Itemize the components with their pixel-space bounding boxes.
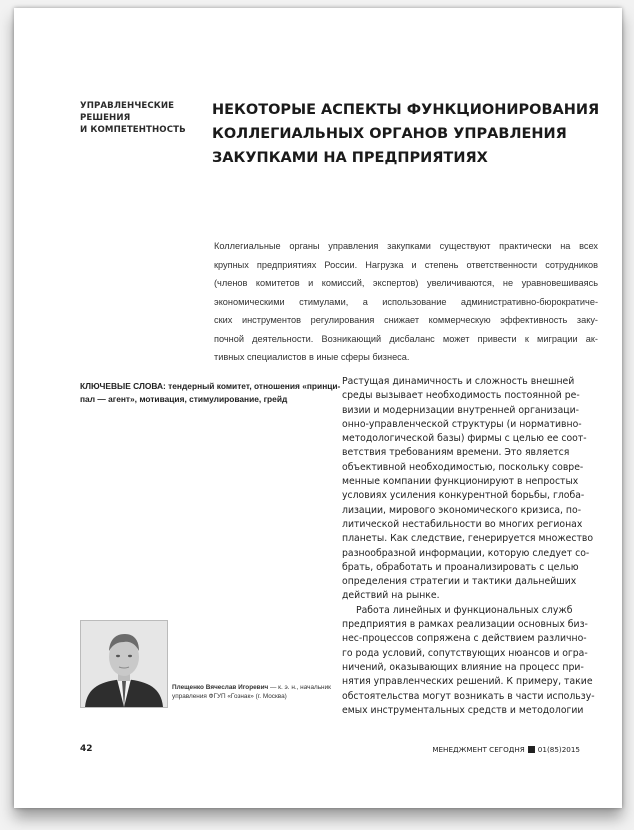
body-line: визии и модернизации внутренней организаци- bbox=[342, 404, 580, 416]
body-line: определения стратегии и тактики дальнейших bbox=[342, 576, 577, 588]
keywords bbox=[80, 380, 340, 406]
author-name: Плещенко Вячеслав Игоревич bbox=[172, 684, 269, 691]
journal-issue: 01(85)2015 bbox=[537, 745, 580, 754]
body-line: лизации, мирового экономического кризиса, по- bbox=[342, 504, 582, 516]
abstract-line: Коллегиальные органы управления закупками существуют практически на всех bbox=[214, 241, 598, 251]
author-degree: — к. э. н., начальник bbox=[268, 684, 331, 691]
body-line: планеты. Как следствие, генерируется множество bbox=[342, 533, 594, 545]
abstract bbox=[214, 237, 598, 367]
section-line: И КОМПЕТЕНТНОСТЬ bbox=[80, 125, 186, 135]
section-heading bbox=[80, 100, 200, 136]
body-line: действий на рынке. bbox=[342, 590, 440, 602]
keywords-text: тендерный комитет, отношения «принци- bbox=[168, 381, 341, 391]
body-line: онно-управленческой структуры (и нормативно- bbox=[342, 418, 582, 430]
abstract-line: (членов комитетов и комиссий, экспертов) увеличиваются, не уравновешиваясь bbox=[214, 278, 598, 288]
body-line: среды вызывает необходимость постоянной ре- bbox=[342, 390, 580, 402]
body-line: Работа линейных и функциональных служб bbox=[356, 604, 573, 616]
body-text bbox=[342, 375, 595, 718]
body-line: брать, обработать и проанализировать с целью bbox=[342, 561, 579, 573]
keywords-label: КЛЮЧЕВЫЕ СЛОВА: bbox=[80, 381, 166, 391]
page-number: 42 bbox=[80, 744, 93, 754]
journal-name: МЕНЕДЖМЕНТ СЕГОДНЯ bbox=[432, 745, 525, 754]
body-line: предприятия в рамках реализации основных биз- bbox=[342, 619, 588, 631]
body-line: емых инструментальных средств и методологии bbox=[342, 704, 584, 716]
body-line: литической нестабильности во многих регионах bbox=[342, 518, 583, 530]
body-line: методологической базы) фирмы с целью ее соот- bbox=[342, 433, 587, 445]
body-line: менные компании функционируют в непростых bbox=[342, 476, 579, 488]
title-line: НЕКОТОРЫЕ АСПЕКТЫ ФУНКЦИОНИРОВАНИЯ bbox=[212, 102, 600, 118]
abstract-line: крупных предприятиях России. Нагрузка и степень ответственности сотрудников bbox=[214, 259, 598, 270]
author-line: управления ФГУП «Гознак» (г. Москва) bbox=[172, 693, 287, 700]
author-photo bbox=[80, 620, 168, 708]
title-line: КОЛЛЕГИАЛЬНЫХ ОРГАНОВ УПРАВЛЕНИЯ bbox=[212, 126, 567, 142]
page bbox=[14, 8, 622, 808]
abstract-line: экономическими стимулами, а использование административно-бюрократиче- bbox=[214, 296, 598, 307]
body-line: разнообразной информации, которую следует со- bbox=[342, 547, 590, 559]
body-line: условиях усиления конкурентной борьбы, глоба- bbox=[342, 490, 585, 502]
abstract-line: тивных специалистов в иные сферы бизнеса. bbox=[214, 352, 410, 362]
body-line: объективной необходимостью, поскольку совре- bbox=[342, 461, 584, 473]
body-line: нес-процессов сопряжена с действием различно- bbox=[342, 633, 587, 645]
body-line: нятия управленческих решений. К примеру, такие bbox=[342, 676, 593, 688]
article-title bbox=[212, 98, 602, 170]
abstract-line: почной деятельности. Возникающий дисбаланс может привести к миграции ак- bbox=[214, 333, 598, 344]
body-line: го рода условий, сопутствующих нюансов и огра- bbox=[342, 647, 588, 659]
body-line: ничений, оказывающих влияние на процесс при- bbox=[342, 661, 584, 673]
journal-footer bbox=[432, 745, 580, 754]
title-line: ЗАКУПКАМИ НА ПРЕДПРИЯТИЯХ bbox=[212, 150, 488, 166]
author-portrait-image bbox=[81, 621, 167, 707]
section-line: РЕШЕНИЯ bbox=[80, 113, 131, 123]
body-line: Растущая динамичность и сложность внешней bbox=[342, 376, 575, 387]
keywords-line: пал — агент», мотивация, стимулирование, грейд bbox=[80, 394, 288, 404]
body-line: ветствия требованиям времени. Это является bbox=[342, 447, 570, 459]
body-line: обстоятельства могут возникать в части использу- bbox=[342, 690, 595, 702]
square-bullet-icon bbox=[528, 746, 535, 753]
author-info bbox=[172, 683, 342, 701]
keywords-line bbox=[80, 380, 340, 393]
section-line: УПРАВЛЕНЧЕСКИЕ bbox=[80, 101, 175, 111]
abstract-line: ских инструментов регулирования снижает коммерческую эффективность заку- bbox=[214, 315, 598, 325]
author-line bbox=[172, 683, 342, 692]
